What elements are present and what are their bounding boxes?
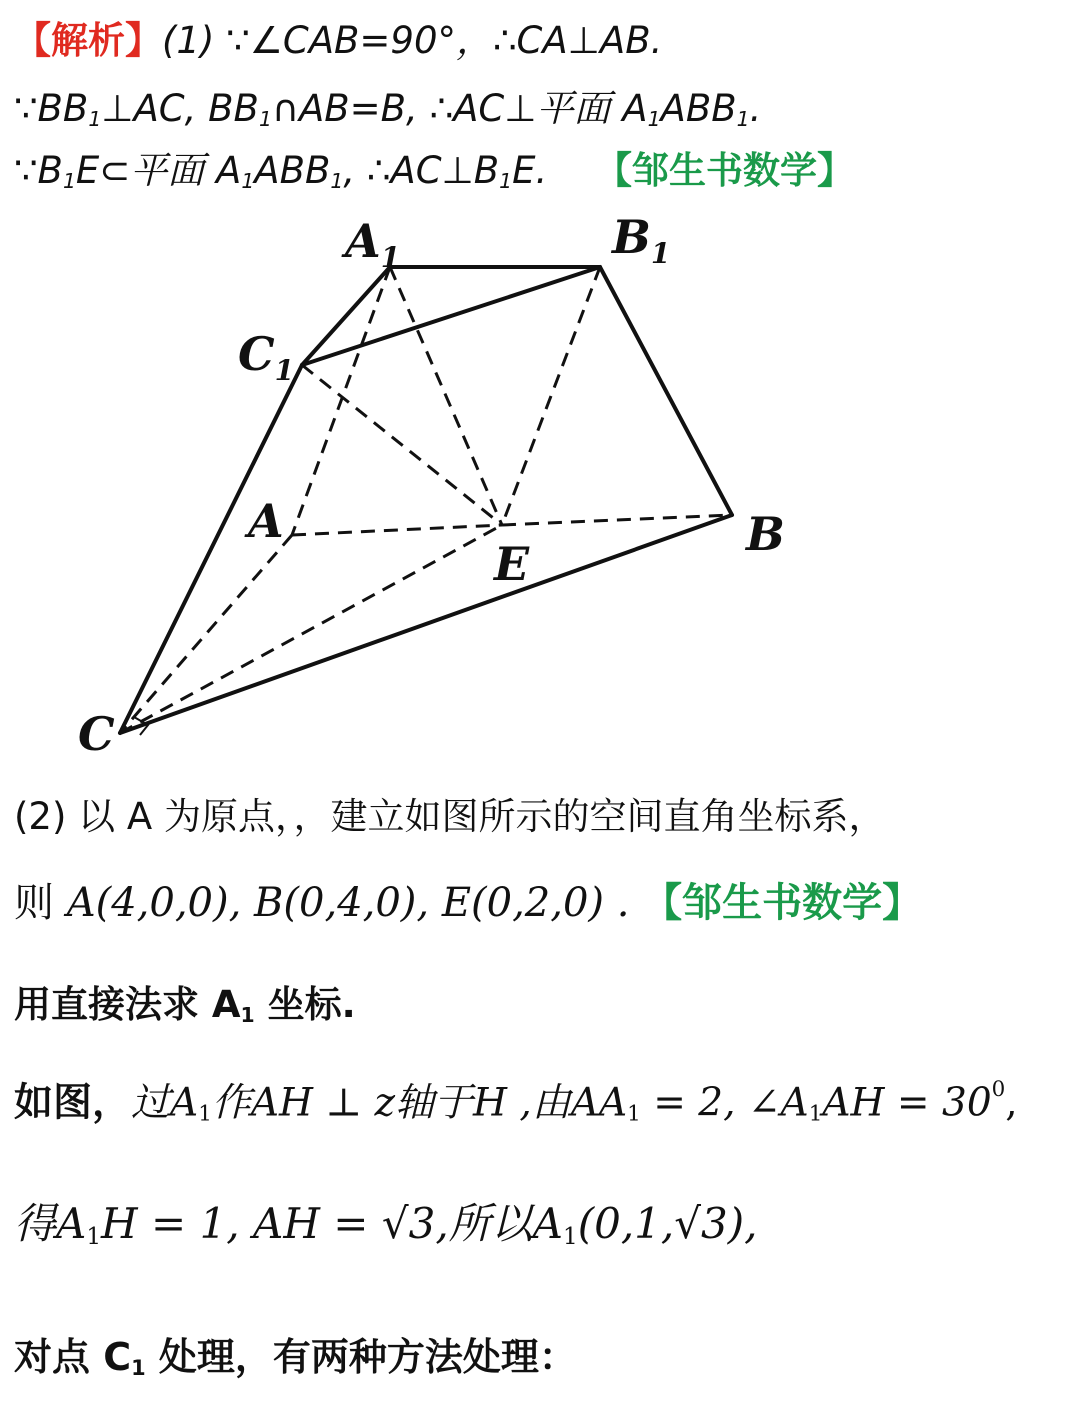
text-span: 坐标. — [254, 983, 356, 1026]
brand-label: 【邹生书数学】 — [595, 149, 855, 192]
subscript: 1 — [627, 1101, 641, 1127]
subscript: 1 — [647, 107, 661, 132]
subscript: 1 — [258, 107, 272, 132]
subscript: 1 — [86, 1223, 102, 1250]
text-span: , — [1005, 1080, 1018, 1126]
part2-intro: (2) 以 A 为原点，，建立如图所示的空间直角坐标系， — [14, 795, 886, 838]
text-span: 作AH ⊥ z轴于H ,由AA — [211, 1080, 628, 1126]
solution-line-1 — [14, 20, 662, 63]
subscript: 1 — [62, 169, 76, 194]
part2-line-6 — [14, 1336, 577, 1380]
label-E: E — [494, 537, 530, 591]
subscript: 1 — [88, 107, 102, 132]
text-span: 得A — [14, 1199, 87, 1248]
text-span: 用直接法求 A — [14, 983, 241, 1026]
subscript: 1 — [736, 107, 750, 132]
dashed-C1-E — [302, 365, 502, 525]
subscript: 1 — [330, 169, 344, 194]
part2-line-1 — [14, 796, 886, 839]
text-span: AH = 30 — [822, 1080, 992, 1126]
text-span: . — [749, 87, 762, 130]
label-B1: $B_1$ — [612, 210, 671, 270]
text-span: E⊂平面 A — [75, 149, 242, 192]
label-A: A — [248, 494, 284, 548]
text-span: 处理，有两种方法处理： — [145, 1335, 577, 1379]
coordinates: A(4,0,0), B(0,4,0), E(0,2,0) . — [66, 880, 630, 926]
text-span: H = 1, AH = √3,所以A — [101, 1199, 564, 1248]
geometry-diagram — [60, 205, 820, 765]
text-span: ⊥AC, BB — [101, 87, 259, 130]
superscript: 0 — [991, 1077, 1006, 1102]
analysis-tag: 【解析】 — [14, 19, 162, 62]
label-C1: $C_1$ — [238, 327, 295, 387]
subscript: 1 — [198, 1101, 212, 1127]
label-B: B — [746, 507, 785, 561]
text-span: 如图， — [14, 1080, 132, 1126]
solution-text: (1) ∵∠CAB=90°，∴CA⊥AB. — [162, 19, 663, 62]
part2-line-4 — [14, 1078, 1018, 1127]
text-span: 对点 C — [14, 1335, 132, 1379]
dashed-C-E — [120, 525, 502, 733]
subscript: 1 — [808, 1101, 823, 1127]
subscript: 1 — [563, 1223, 578, 1250]
text-span: ABB — [254, 149, 331, 192]
text-span: (0,1,√3), — [577, 1199, 758, 1248]
label-C: C — [78, 707, 115, 761]
edge-B1-B — [600, 267, 732, 515]
dashed-A1-A — [292, 267, 390, 535]
subscript: 1 — [241, 169, 255, 194]
part2-line-5 — [14, 1200, 757, 1250]
then-label: 则 — [14, 880, 67, 926]
part2-line-3 — [14, 984, 356, 1027]
subscript: 1 — [131, 1356, 146, 1381]
dashed-A-E — [292, 525, 502, 535]
text-span: ∵BB — [14, 87, 89, 130]
dashed-B1-E — [502, 267, 600, 525]
subscript: 1 — [240, 1003, 255, 1028]
text-span: ABB — [660, 87, 737, 130]
subscript: 1 — [499, 169, 513, 194]
text-span: 过A — [131, 1080, 199, 1126]
part2-line-2 — [14, 880, 922, 926]
brand-label: 【邹生书数学】 — [642, 880, 923, 926]
text-span: = 2, ∠A — [640, 1080, 809, 1126]
solution-line-3 — [14, 150, 854, 193]
text-span: , ∴AC⊥B — [343, 149, 500, 192]
text-span: E. — [512, 149, 548, 192]
label-A1: $A_1$ — [345, 214, 401, 274]
dashed-E-B — [502, 515, 732, 525]
text-span: ∩AB=B, ∴AC⊥平面 A — [271, 87, 648, 130]
text-span: ∵B — [14, 149, 63, 192]
solution-line-2 — [14, 88, 761, 131]
